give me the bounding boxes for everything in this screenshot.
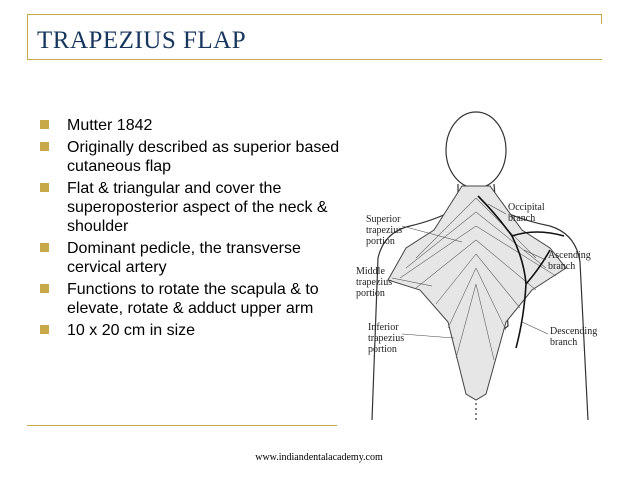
bullet-text: Flat & triangular and cover the superoposterior aspect of the neck & shoulder (67, 180, 328, 235)
bullet-text: Originally described as superior based cutaneous flap (67, 139, 340, 175)
footer-url: www.indiandentalacademy.com (255, 452, 383, 463)
bullet-list (40, 116, 340, 343)
label-inferior: portion (368, 344, 397, 355)
title-underline (27, 59, 602, 60)
square-bullet-icon (40, 243, 49, 252)
bullet-text: Dominant pedicle, the transverse cervical artery (67, 240, 301, 276)
trapezius-anatomy-illustration (336, 108, 630, 420)
slide-title: TRAPEZIUS FLAP (37, 27, 247, 54)
bullet-text: Mutter 1842 (67, 117, 153, 134)
square-bullet-icon (40, 325, 49, 334)
label-inferior: Inferior (368, 322, 399, 333)
label-superior: trapezius (366, 225, 403, 236)
leader-descending (522, 322, 548, 334)
frame-right-line (601, 14, 602, 24)
bullet-item (40, 239, 340, 277)
bullet-item (40, 179, 340, 236)
bullet-text: 10 x 20 cm in size (67, 322, 196, 339)
label-ascending: branch (548, 261, 576, 272)
square-bullet-icon (40, 284, 49, 293)
square-bullet-icon (40, 142, 49, 151)
trapezius-muscle (388, 186, 566, 400)
label-ascending: Ascending (548, 250, 591, 261)
label-middle: trapezius (356, 277, 393, 288)
bullet-item (40, 321, 340, 340)
frame-left-line (27, 14, 28, 60)
bullet-text: Functions to rotate the scapula & to elevate, rotate & adduct upper arm (67, 281, 319, 317)
label-middle: portion (356, 288, 385, 299)
label-superior: portion (366, 236, 395, 247)
bottom-rule (27, 425, 337, 426)
label-inferior: trapezius (368, 333, 405, 344)
label-occipital: Occipital (508, 202, 545, 213)
head-outline (446, 112, 506, 188)
label-occipital: branch (508, 213, 536, 224)
bullet-item (40, 116, 340, 135)
label-superior: Superior (366, 214, 401, 225)
bullet-item (40, 280, 340, 318)
square-bullet-icon (40, 120, 49, 129)
label-middle: Middle (356, 266, 385, 277)
label-descending: branch (550, 337, 578, 348)
bullet-item (40, 138, 340, 176)
square-bullet-icon (40, 183, 49, 192)
label-descending: Descending (550, 326, 598, 337)
frame-top-line (27, 14, 602, 15)
leader-inferior (402, 334, 454, 338)
